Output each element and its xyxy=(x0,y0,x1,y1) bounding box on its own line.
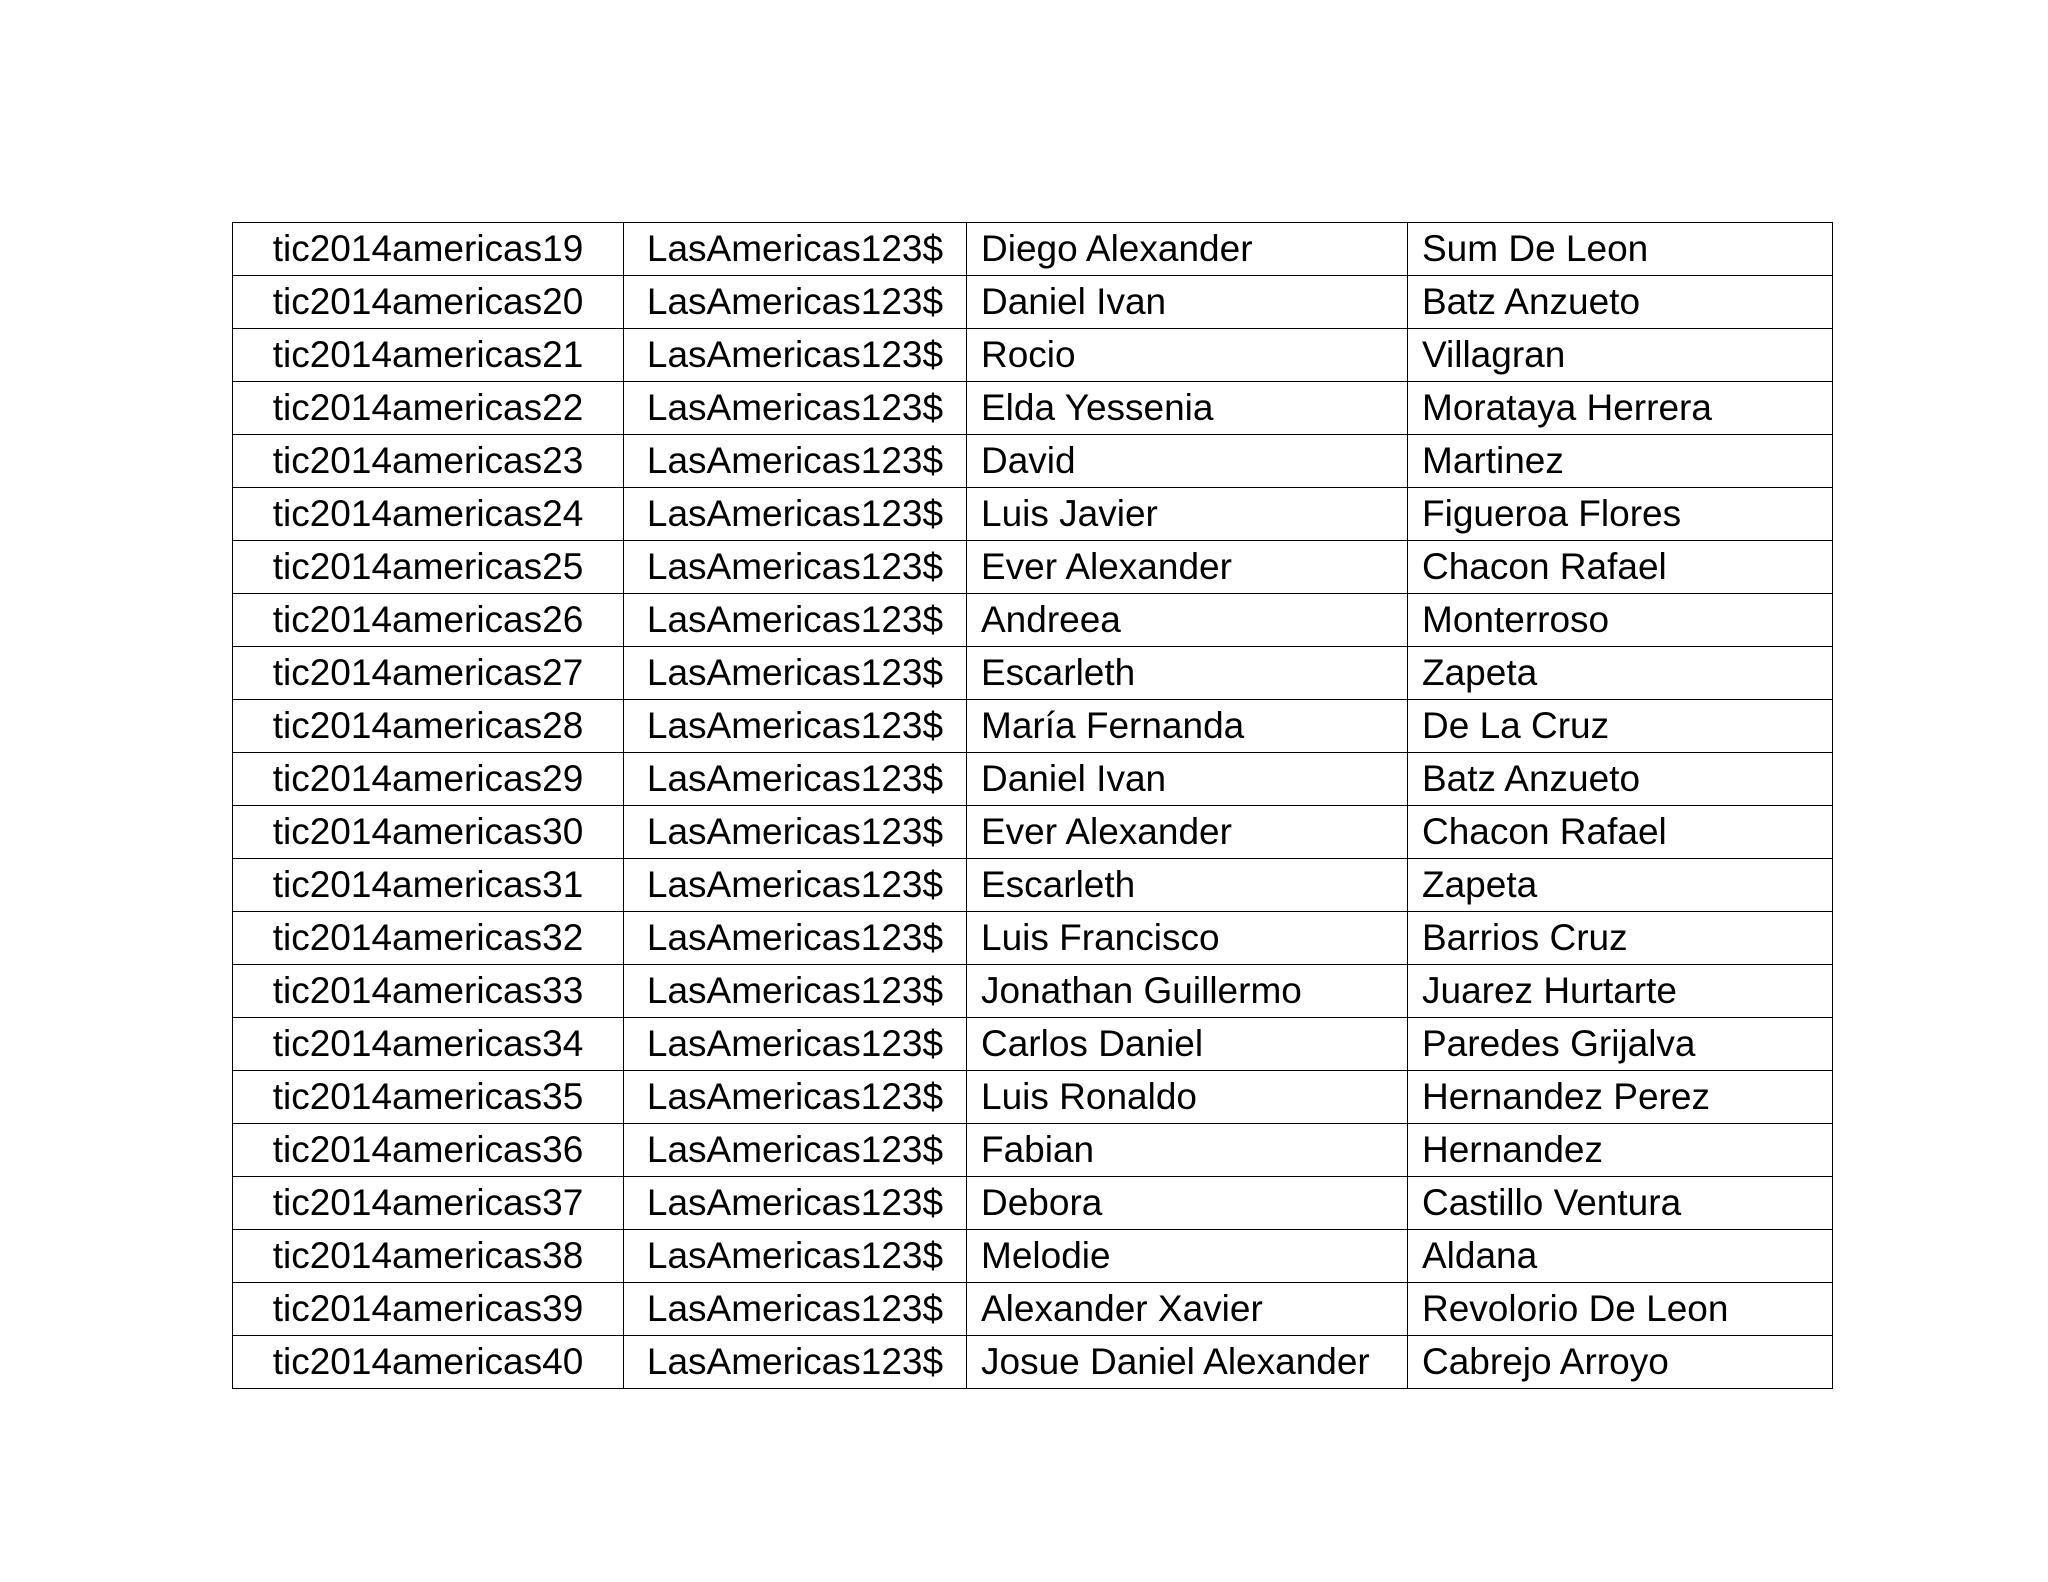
table-row xyxy=(233,753,1833,806)
last-name-cell: Figueroa Flores xyxy=(1408,488,1833,541)
table-row xyxy=(233,647,1833,700)
first-name-cell: Luis Javier xyxy=(967,488,1408,541)
table-row xyxy=(233,488,1833,541)
password-cell: LasAmericas123$ xyxy=(624,541,967,594)
last-name-cell: Morataya Herrera xyxy=(1408,382,1833,435)
table-row xyxy=(233,1230,1833,1283)
username-cell: tic2014americas26 xyxy=(233,594,624,647)
password-cell: LasAmericas123$ xyxy=(624,1071,967,1124)
first-name-cell: Elda Yessenia xyxy=(967,382,1408,435)
password-cell: LasAmericas123$ xyxy=(624,912,967,965)
username-cell: tic2014americas32 xyxy=(233,912,624,965)
first-name-cell: María Fernanda xyxy=(967,700,1408,753)
first-name-cell: Melodie xyxy=(967,1230,1408,1283)
accounts-table xyxy=(232,222,1833,1389)
username-cell: tic2014americas27 xyxy=(233,647,624,700)
password-cell: LasAmericas123$ xyxy=(624,806,967,859)
first-name-cell: Josue Daniel Alexander xyxy=(967,1336,1408,1389)
password-cell: LasAmericas123$ xyxy=(624,382,967,435)
first-name-cell: Ever Alexander xyxy=(967,541,1408,594)
password-cell: LasAmericas123$ xyxy=(624,488,967,541)
username-cell: tic2014americas31 xyxy=(233,859,624,912)
password-cell: LasAmericas123$ xyxy=(624,223,967,276)
first-name-cell: Debora xyxy=(967,1177,1408,1230)
accounts-table-body xyxy=(233,223,1833,1389)
table-row xyxy=(233,859,1833,912)
password-cell: LasAmericas123$ xyxy=(624,1336,967,1389)
password-cell: LasAmericas123$ xyxy=(624,1124,967,1177)
first-name-cell: Diego Alexander xyxy=(967,223,1408,276)
table-row xyxy=(233,276,1833,329)
table-row xyxy=(233,1283,1833,1336)
username-cell: tic2014americas19 xyxy=(233,223,624,276)
last-name-cell: De La Cruz xyxy=(1408,700,1833,753)
last-name-cell: Chacon Rafael xyxy=(1408,541,1833,594)
last-name-cell: Martinez xyxy=(1408,435,1833,488)
last-name-cell: Hernandez xyxy=(1408,1124,1833,1177)
table-row xyxy=(233,329,1833,382)
username-cell: tic2014americas40 xyxy=(233,1336,624,1389)
first-name-cell: Escarleth xyxy=(967,647,1408,700)
last-name-cell: Hernandez Perez xyxy=(1408,1071,1833,1124)
password-cell: LasAmericas123$ xyxy=(624,435,967,488)
last-name-cell: Revolorio De Leon xyxy=(1408,1283,1833,1336)
last-name-cell: Paredes Grijalva xyxy=(1408,1018,1833,1071)
password-cell: LasAmericas123$ xyxy=(624,647,967,700)
first-name-cell: Ever Alexander xyxy=(967,806,1408,859)
username-cell: tic2014americas29 xyxy=(233,753,624,806)
password-cell: LasAmericas123$ xyxy=(624,700,967,753)
table-row xyxy=(233,223,1833,276)
table-row xyxy=(233,1124,1833,1177)
username-cell: tic2014americas22 xyxy=(233,382,624,435)
password-cell: LasAmericas123$ xyxy=(624,1018,967,1071)
table-row xyxy=(233,1018,1833,1071)
table-row xyxy=(233,806,1833,859)
table-row xyxy=(233,1177,1833,1230)
first-name-cell: Luis Ronaldo xyxy=(967,1071,1408,1124)
last-name-cell: Sum De Leon xyxy=(1408,223,1833,276)
username-cell: tic2014americas36 xyxy=(233,1124,624,1177)
last-name-cell: Zapeta xyxy=(1408,647,1833,700)
first-name-cell: Jonathan Guillermo xyxy=(967,965,1408,1018)
first-name-cell: Daniel Ivan xyxy=(967,753,1408,806)
password-cell: LasAmericas123$ xyxy=(624,329,967,382)
password-cell: LasAmericas123$ xyxy=(624,1177,967,1230)
first-name-cell: Fabian xyxy=(967,1124,1408,1177)
last-name-cell: Aldana xyxy=(1408,1230,1833,1283)
table-row xyxy=(233,700,1833,753)
last-name-cell: Batz Anzueto xyxy=(1408,753,1833,806)
username-cell: tic2014americas34 xyxy=(233,1018,624,1071)
username-cell: tic2014americas24 xyxy=(233,488,624,541)
username-cell: tic2014americas21 xyxy=(233,329,624,382)
password-cell: LasAmericas123$ xyxy=(624,965,967,1018)
table-row xyxy=(233,912,1833,965)
first-name-cell: Alexander Xavier xyxy=(967,1283,1408,1336)
password-cell: LasAmericas123$ xyxy=(624,594,967,647)
last-name-cell: Castillo Ventura xyxy=(1408,1177,1833,1230)
username-cell: tic2014americas23 xyxy=(233,435,624,488)
username-cell: tic2014americas25 xyxy=(233,541,624,594)
last-name-cell: Monterroso xyxy=(1408,594,1833,647)
first-name-cell: Luis Francisco xyxy=(967,912,1408,965)
table-row xyxy=(233,1336,1833,1389)
last-name-cell: Chacon Rafael xyxy=(1408,806,1833,859)
table-row xyxy=(233,382,1833,435)
table-row xyxy=(233,965,1833,1018)
last-name-cell: Cabrejo Arroyo xyxy=(1408,1336,1833,1389)
username-cell: tic2014americas30 xyxy=(233,806,624,859)
username-cell: tic2014americas33 xyxy=(233,965,624,1018)
table-row xyxy=(233,1071,1833,1124)
password-cell: LasAmericas123$ xyxy=(624,276,967,329)
username-cell: tic2014americas39 xyxy=(233,1283,624,1336)
username-cell: tic2014americas28 xyxy=(233,700,624,753)
last-name-cell: Villagran xyxy=(1408,329,1833,382)
last-name-cell: Batz Anzueto xyxy=(1408,276,1833,329)
password-cell: LasAmericas123$ xyxy=(624,1230,967,1283)
first-name-cell: Daniel Ivan xyxy=(967,276,1408,329)
last-name-cell: Juarez Hurtarte xyxy=(1408,965,1833,1018)
last-name-cell: Barrios Cruz xyxy=(1408,912,1833,965)
password-cell: LasAmericas123$ xyxy=(624,1283,967,1336)
last-name-cell: Zapeta xyxy=(1408,859,1833,912)
table-row xyxy=(233,541,1833,594)
username-cell: tic2014americas20 xyxy=(233,276,624,329)
username-cell: tic2014americas35 xyxy=(233,1071,624,1124)
table-row xyxy=(233,594,1833,647)
password-cell: LasAmericas123$ xyxy=(624,859,967,912)
first-name-cell: Carlos Daniel xyxy=(967,1018,1408,1071)
username-cell: tic2014americas37 xyxy=(233,1177,624,1230)
first-name-cell: Andreea xyxy=(967,594,1408,647)
first-name-cell: David xyxy=(967,435,1408,488)
table-row xyxy=(233,435,1833,488)
first-name-cell: Rocio xyxy=(967,329,1408,382)
first-name-cell: Escarleth xyxy=(967,859,1408,912)
username-cell: tic2014americas38 xyxy=(233,1230,624,1283)
password-cell: LasAmericas123$ xyxy=(624,753,967,806)
